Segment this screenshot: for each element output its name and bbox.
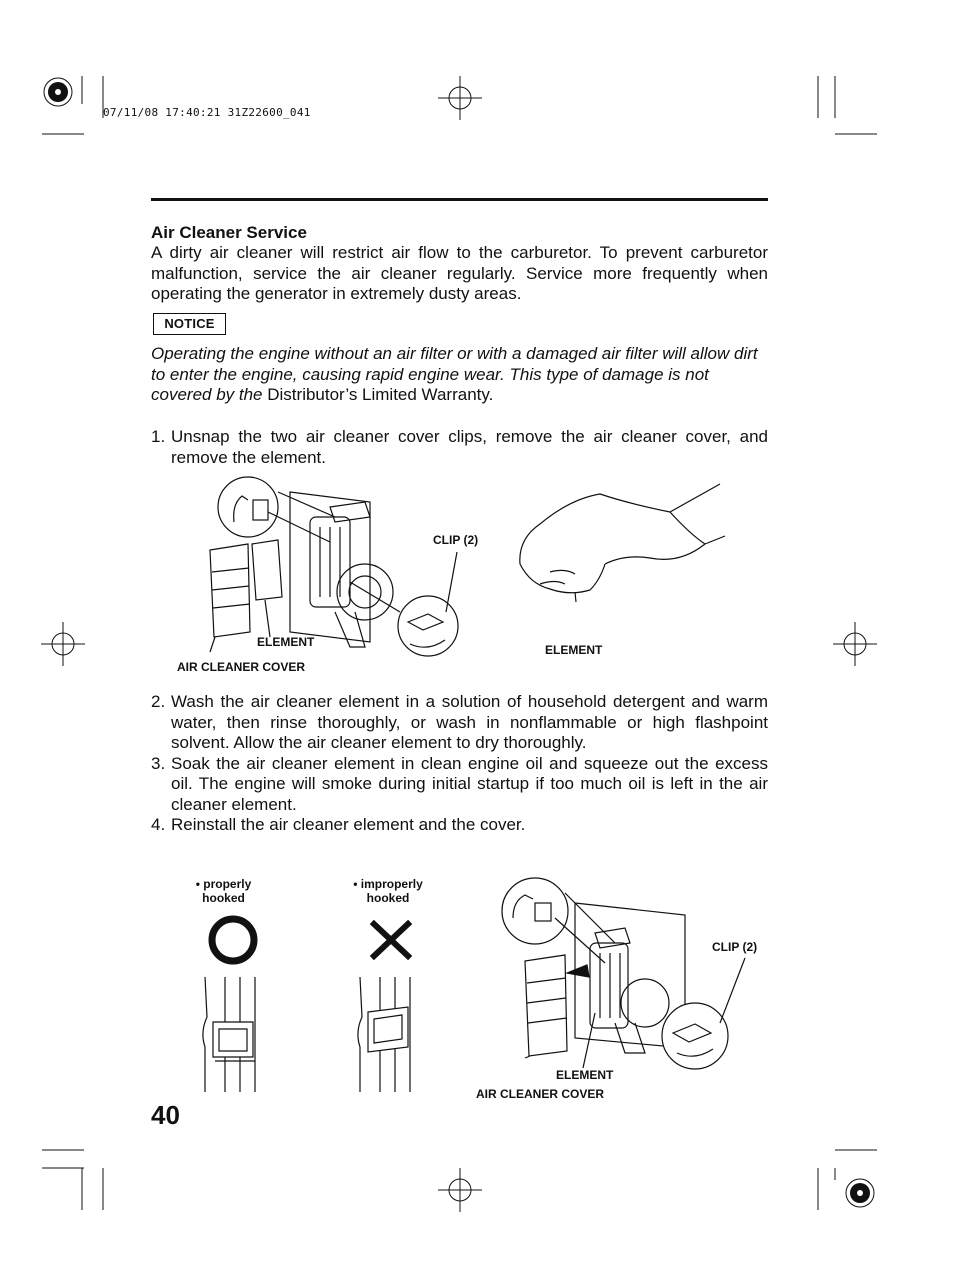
figure-proper-hook	[185, 977, 275, 1092]
starburst-mark-bottom-right	[846, 1179, 874, 1207]
label-air-cleaner-cover-2: AIR CLEANER COVER	[476, 1087, 605, 1101]
incorrect-cross-icon	[362, 910, 422, 970]
starburst-mark-top-left	[44, 78, 72, 106]
label-clip-2: CLIP (2)	[712, 940, 758, 954]
figure-air-cleaner-removal	[170, 472, 490, 672]
label-element-hand: ELEMENT	[545, 643, 603, 657]
page-number: 40	[151, 1100, 180, 1130]
label-clip-1: CLIP (2)	[433, 533, 479, 547]
print-code: 07/11/08 17:40:21 31Z22600_041	[103, 106, 311, 119]
intro-paragraph: A dirty air cleaner will restrict air flow to the carburetor. To prevent carburetor malfunction, service the air cleaner regularly. Service more frequently when operating the generator in extremely dusty areas.	[151, 243, 768, 303]
label-properly-hooked: • properly hooked	[195, 877, 252, 905]
notice-text: Operating the engine without an air filter or with a damaged air filter will allow dirt to enter the engine, causing rapid engine wear. This type of damage is not covered by the Distributor’s Limited Warranty.	[151, 344, 758, 404]
label-element-1: ELEMENT	[257, 635, 315, 649]
section-title: Air Cleaner Service	[151, 223, 307, 242]
correct-circle-icon	[203, 910, 263, 970]
label-air-cleaner-cover-1: AIR CLEANER COVER	[177, 660, 306, 674]
step-1: 1. Unsnap the two air cleaner cover clips, remove the air cleaner cover, and remove the element.	[151, 427, 768, 467]
figure-air-cleaner-reinstall	[495, 873, 765, 1073]
label-improperly-hooked: • improperly hooked	[353, 877, 423, 905]
top-rule	[151, 198, 768, 201]
label-element-2: ELEMENT	[556, 1068, 614, 1082]
figure-improper-hook	[340, 977, 430, 1092]
notice-badge: NOTICE	[153, 313, 226, 335]
figure-hand-squeeze	[510, 484, 730, 614]
steps-2-4: 2. Wash the air cleaner element in a solution of household detergent and warm water, then rinse thoroughly, or wash in nonflammable or high flashpoint solvent. Allow the air cleaner element to dry thoroughly. 3. Soak the air cleaner element in clean engine oil and squeeze out the excess oil. The engine will smoke during initial startup if too much oil is left in the air cleaner element. 4. Reinstall the air cleaner element and the cover.	[151, 692, 768, 834]
